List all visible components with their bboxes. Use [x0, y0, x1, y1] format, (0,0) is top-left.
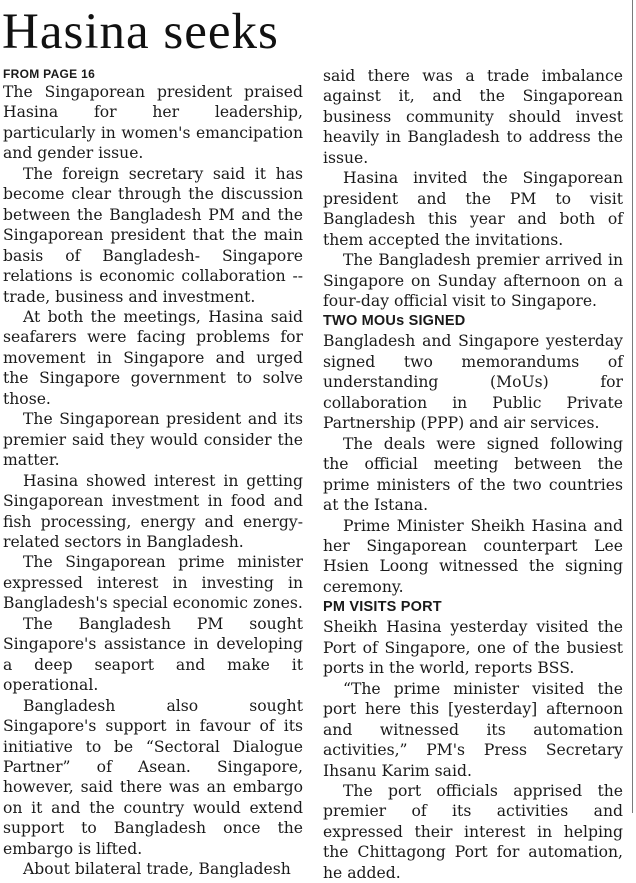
paragraph: The port officials apprised the premier of its activities and expressed their interest in helping the Chittagong Port for automation, he added. [323, 781, 623, 882]
column-rule [632, 0, 633, 813]
column-1-body [3, 82, 303, 880]
paragraph: At both the meetings, Hasina said seafarers were facing problems for movement in Singapore and urged the Singapore government to solve those. [3, 307, 303, 408]
dateline: FROM PAGE 16 [3, 67, 96, 81]
paragraph: The foreign secretary said it has become clear through the discussion between the Bangladesh PM and the Singaporean president that the main basis of Bangladesh- Singapore relations is economic collaboration -- trade, business and investment. [3, 164, 303, 306]
section-subhead: PM VISITS PORT [323, 599, 442, 616]
paragraph: About bilateral trade, Bangladesh [23, 860, 291, 879]
column-2-body [323, 66, 623, 883]
paragraph: The deals were signed following the official meeting between the prime ministers of the two countries at the Istana. [323, 434, 623, 515]
paragraph: The Singaporean president praised Hasina for her leadership, particularly in women's emancipation and gender issue. [3, 83, 303, 163]
paragraph: The Singaporean prime minister expressed interest in investing in Bangladesh's special economic zones. [3, 553, 303, 613]
paragraph: The Bangladesh PM sought Singapore's assistance in developing a deep seaport and make it operational. [3, 614, 303, 695]
article-column-1 [3, 66, 303, 880]
headline: Hasina seeks [2, 4, 279, 60]
paragraph: Sheikh Hasina yesterday visited the Port of Singapore, one of the busiest ports in the world, reports BSS. [323, 618, 623, 678]
paragraph: Hasina invited the Singaporean president and the PM to visit Bangladesh this year and both of them accepted the invitations. [323, 169, 623, 249]
paragraph: Bangladesh and Singapore yesterday signed two memorandums of understanding (MoUs) for collaboration in Public Private Partnership (PPP) and air services. [323, 332, 623, 433]
paragraph: Bangladesh also sought Singapore's support in favour of its initiative to be “Sectoral Dialogue Partner” of Asean. Singapore, however, said there was an embargo on it and the country would extend support to Bangladesh once the embargo is lifted. [3, 696, 303, 858]
paragraph: The Bangladesh premier arrived in Singapore on Sunday afternoon on a four-day official visit to Singapore. [323, 251, 623, 310]
paragraph: The Singaporean president and its premier said they would consider the matter. [3, 410, 303, 470]
paragraph: “The prime minister visited the port here this [yesterday] afternoon and witnessed its automation activities,” PM's Press Secretary Ihsanu Karim said. [323, 679, 623, 780]
paragraph: Hasina showed interest in getting Singaporean investment in food and fish processing, energy and energy-related sectors in Bangladesh. [3, 471, 303, 551]
article-column-2 [323, 66, 623, 883]
section-subhead: TWO MOUs SIGNED [323, 313, 466, 330]
paragraph: said there was a trade imbalance against it, and the Singaporean business community should invest heavily in Bangladesh to address the issue. [323, 67, 623, 167]
paragraph: Prime Minister Sheikh Hasina and her Singaporean counterpart Lee Hsien Loong witnessed the signing ceremony. [323, 516, 623, 596]
